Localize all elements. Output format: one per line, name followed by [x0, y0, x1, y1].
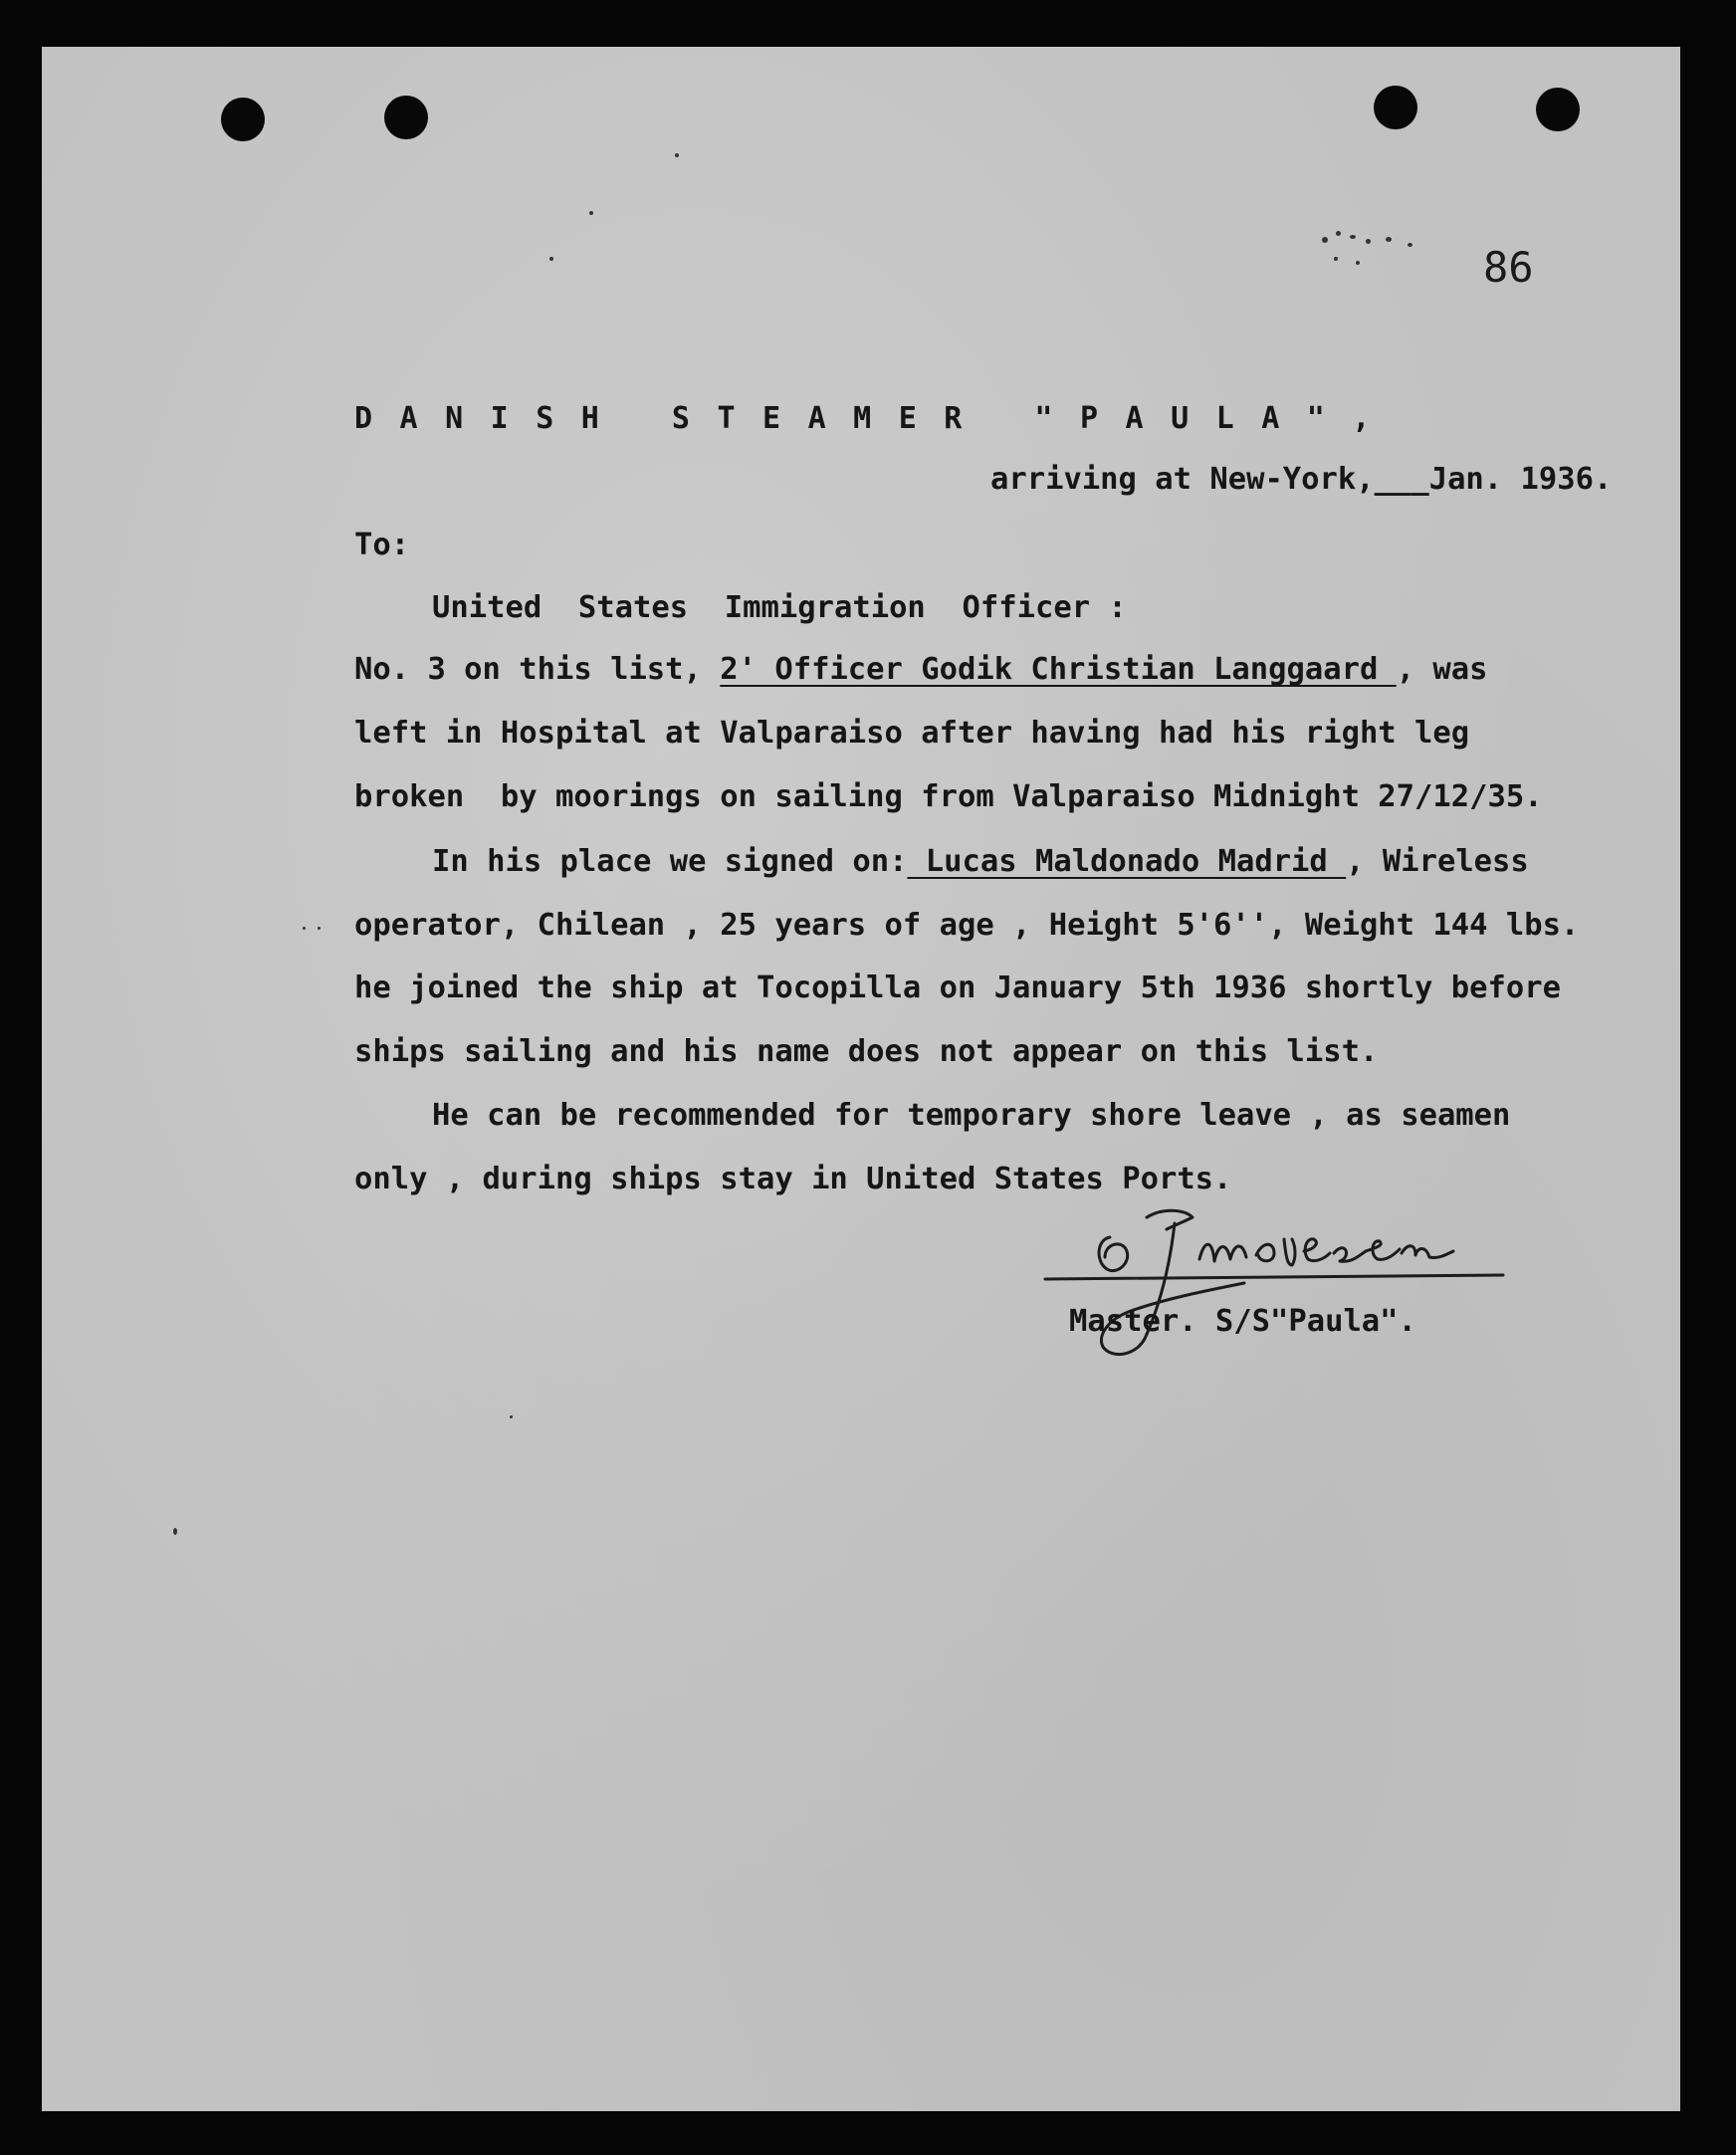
paragraph-line: operator, Chilean , 25 years of age , Height 5'6'', Weight 144 lbs. [354, 908, 1580, 943]
replacement-name: Lucas Maldonado Madrid [907, 844, 1347, 879]
signature-title: Master. S/S"Paula". [1069, 1304, 1416, 1339]
stamp-mark [173, 1528, 177, 1535]
stamp-mark [1356, 261, 1360, 265]
stamp-mark [318, 927, 321, 930]
line-text: No. 3 on this list, [354, 652, 721, 687]
stamp-mark [303, 927, 306, 930]
paragraph-line: broken by moorings on sailing from Valparaiso Midnight 27/12/35. [354, 779, 1543, 814]
stamp-mark [510, 1415, 513, 1418]
punch-hole-icon [1374, 86, 1417, 129]
stamp-mark [589, 211, 593, 215]
stamp-mark [675, 153, 679, 157]
stamp-mark [1366, 239, 1371, 244]
stamp-mark [1334, 257, 1338, 261]
document-page [42, 47, 1680, 2111]
stamp-mark [1350, 235, 1356, 239]
punch-hole-icon [221, 98, 265, 141]
paragraph-line [354, 652, 1488, 687]
page-number: 86 [1483, 243, 1534, 292]
document-heading: DANISH STEAMER "PAULA", [354, 401, 1398, 436]
to-label: To: [354, 528, 410, 562]
paragraph-line: He can be recommended for temporary shore leave , as seamen [432, 1098, 1511, 1133]
line-text: , was [1396, 652, 1488, 687]
line-text: In his place we signed on: [432, 844, 908, 879]
paragraph-line: only , during ships stay in United States Ports. [354, 1162, 1232, 1196]
paragraph-line [432, 844, 1529, 879]
officer-name: 2' Officer Godik Christian Langgaard [720, 652, 1397, 687]
paragraph-line: he joined the ship at Tocopilla on January 5th 1936 shortly before [354, 970, 1561, 1005]
addressee-line: United States Immigration Officer : [432, 590, 1127, 625]
paragraph-line: ships sailing and his name does not appear on this list. [354, 1034, 1379, 1069]
stamp-mark [1336, 231, 1341, 236]
stamp-mark [1322, 237, 1328, 243]
arrival-line: arriving at New-York,___Jan. 1936. [990, 462, 1613, 497]
stamp-mark [1408, 243, 1412, 247]
line-text: , Wireless [1346, 844, 1529, 879]
stamp-mark [1386, 237, 1392, 242]
paragraph-line: left in Hospital at Valparaiso after having had his right leg [354, 716, 1470, 751]
stamp-mark [549, 257, 553, 261]
punch-hole-icon [1536, 88, 1580, 131]
signature [1035, 1199, 1533, 1369]
punch-hole-icon [384, 96, 428, 139]
